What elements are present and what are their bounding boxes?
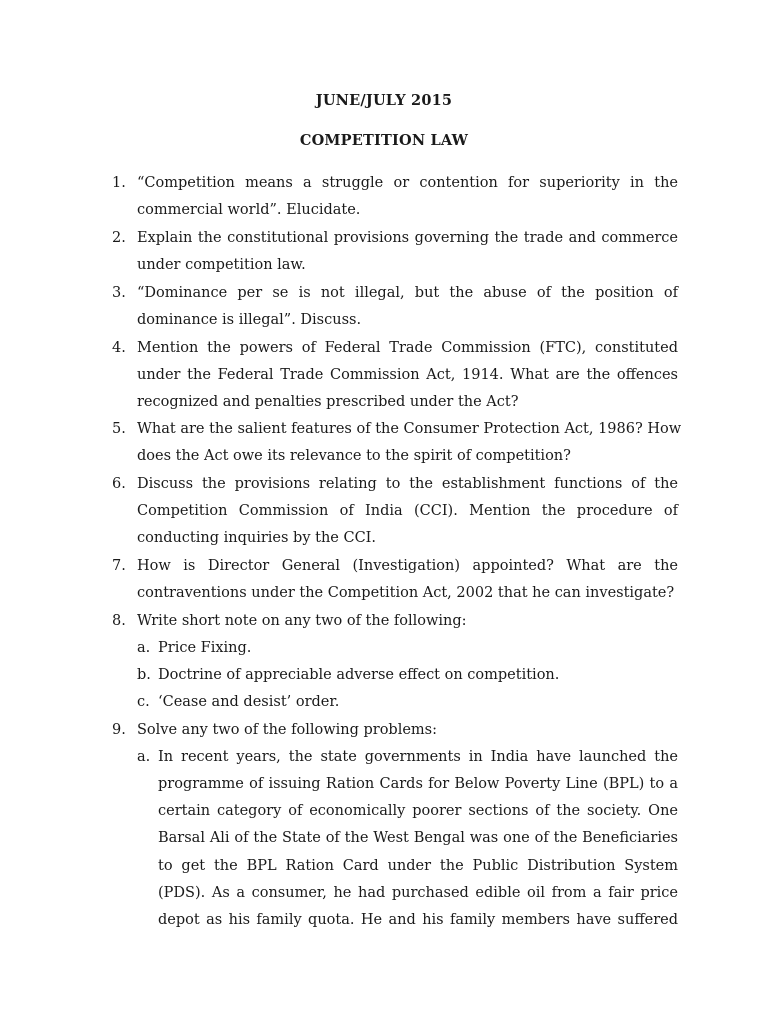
problem-line: programme of issuing Ration Cards for Below Poverty Line (BPL) to a bbox=[158, 776, 678, 792]
sub-item-label: b. bbox=[137, 667, 151, 683]
problem-line: (PDS). As a consumer, he had purchased edible oil from a fair price bbox=[158, 885, 678, 901]
question-line: contraventions under the Competition Act, 2002 that he can investigate? bbox=[137, 585, 675, 601]
subject-heading: COMPETITION LAW bbox=[299, 132, 469, 149]
question-line: Solve any two of the following problems: bbox=[137, 722, 438, 738]
sub-item-text: ‘Cease and desist’ order. bbox=[158, 694, 340, 710]
question-line: What are the salient features of the Consumer Protection Act, 1986? How bbox=[137, 421, 682, 437]
sub-item-label: a. bbox=[137, 749, 151, 765]
question-line: Explain the constitutional provisions governing the trade and commerce bbox=[137, 230, 678, 246]
question-line: How is Director General (Investigation) appointed? What are the bbox=[137, 558, 678, 574]
question-line: does the Act owe its relevance to the spirit of competition? bbox=[137, 448, 571, 464]
sub-item-text: Doctrine of appreciable adverse effect on competition. bbox=[158, 667, 560, 683]
question-number: 5. bbox=[112, 421, 126, 437]
problem-line: depot as his family quota. He and his family members have suffered bbox=[158, 912, 678, 928]
sub-item-label: c. bbox=[137, 694, 150, 710]
question-line: Discuss the provisions relating to the establishment functions of the bbox=[137, 476, 678, 492]
question-line: dominance is illegal”. Discuss. bbox=[137, 312, 362, 328]
question-line: under the Federal Trade Commission Act, 1914. What are the offences bbox=[137, 367, 678, 383]
sub-item-label: a. bbox=[137, 640, 151, 656]
problem-line: certain category of economically poorer sections of the society. One bbox=[158, 803, 678, 819]
question-number: 6. bbox=[112, 476, 126, 492]
question-number: 9. bbox=[112, 722, 126, 738]
question-line: Competition Commission of India (CCI). Mention the procedure of bbox=[137, 503, 678, 519]
question-line: recognized and penalties prescribed under the Act? bbox=[137, 394, 519, 410]
question-number: 1. bbox=[112, 175, 126, 191]
question-number: 8. bbox=[112, 613, 126, 629]
question-line: “Dominance per se is not illegal, but the abuse of the position of bbox=[137, 285, 678, 301]
question-line: under competition law. bbox=[137, 257, 306, 273]
exam-session-heading: JUNE/JULY 2015 bbox=[315, 92, 453, 109]
question-line: conducting inquiries by the CCI. bbox=[137, 530, 377, 546]
question-number: 3. bbox=[112, 285, 126, 301]
question-number: 4. bbox=[112, 340, 126, 356]
question-line: commercial world”. Elucidate. bbox=[137, 202, 361, 218]
question-line: Mention the powers of Federal Trade Commission (FTC), constituted bbox=[137, 340, 678, 356]
problem-line: In recent years, the state governments in India have launched the bbox=[158, 749, 678, 765]
sub-item-text: Price Fixing. bbox=[158, 640, 252, 656]
problem-line: to get the BPL Ration Card under the Public Distribution System bbox=[158, 858, 678, 874]
problem-line: Barsal Ali of the State of the West Bengal was one of the Beneficiaries bbox=[158, 830, 678, 846]
question-number: 7. bbox=[112, 558, 126, 574]
question-line: “Competition means a struggle or contention for superiority in the bbox=[137, 175, 678, 191]
question-number: 2. bbox=[112, 230, 126, 246]
question-line: Write short note on any two of the following: bbox=[137, 613, 467, 629]
